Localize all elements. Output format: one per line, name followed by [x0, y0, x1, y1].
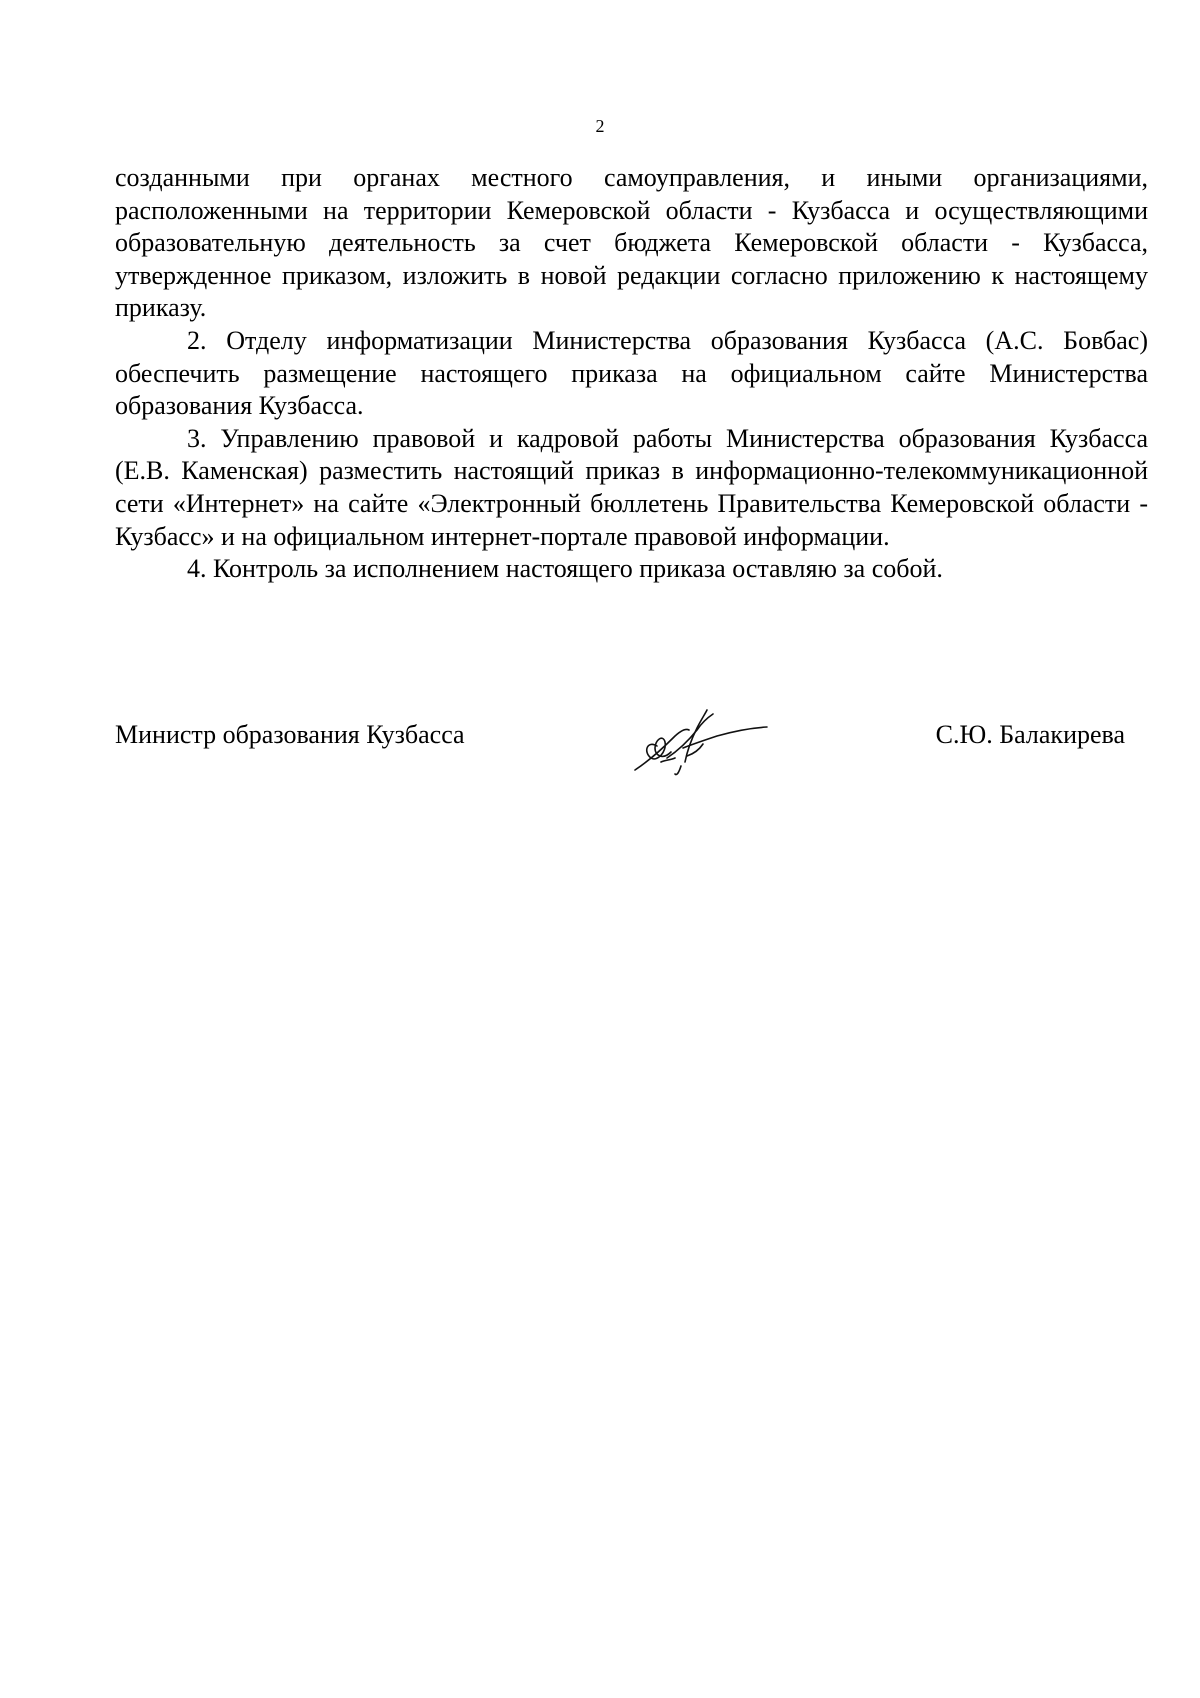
paragraph-item-3: 3. Управлению правовой и кадровой работы Министерства образования Кузбасса (Е.В. Каменская) разместить настоящий приказ в информационно-телекоммуникационной сети «Интернет» на сайте «Электронный бюллетень Правительства Кемеровской области - Кузбасс» и на официальном интернет-портале правовой информации.: [115, 423, 1148, 551]
handwritten-signature-icon: [627, 700, 772, 778]
signatory-name: С.Ю. Балакирева: [935, 720, 1125, 749]
signature-block: [115, 718, 1125, 790]
page-number: 2: [595, 116, 605, 136]
paragraph-item-4: 4. Контроль за исполнением настоящего приказа оставляю за собой.: [187, 554, 943, 584]
paragraph-continuation: созданными при органах местного самоуправления, и иными организациями, расположенными на территории Кемеровской области - Кузбасса и осуществляющими образовательную деятельность за счет бюджета Кемеровской области - Кузбасса, утвержденное приказом, изложить в новой редакции согласно приложению к настоящему приказу.: [115, 163, 1148, 323]
signatory-position: Министр образования Кузбасса: [115, 720, 465, 749]
paragraph-item-2: 2. Отделу информатизации Министерства образования Кузбасса (А.С. Бовбас) обеспечить размещение настоящего приказа на официальном сайте Министерства образования Кузбасса.: [115, 325, 1148, 421]
document-body: [115, 162, 1148, 586]
